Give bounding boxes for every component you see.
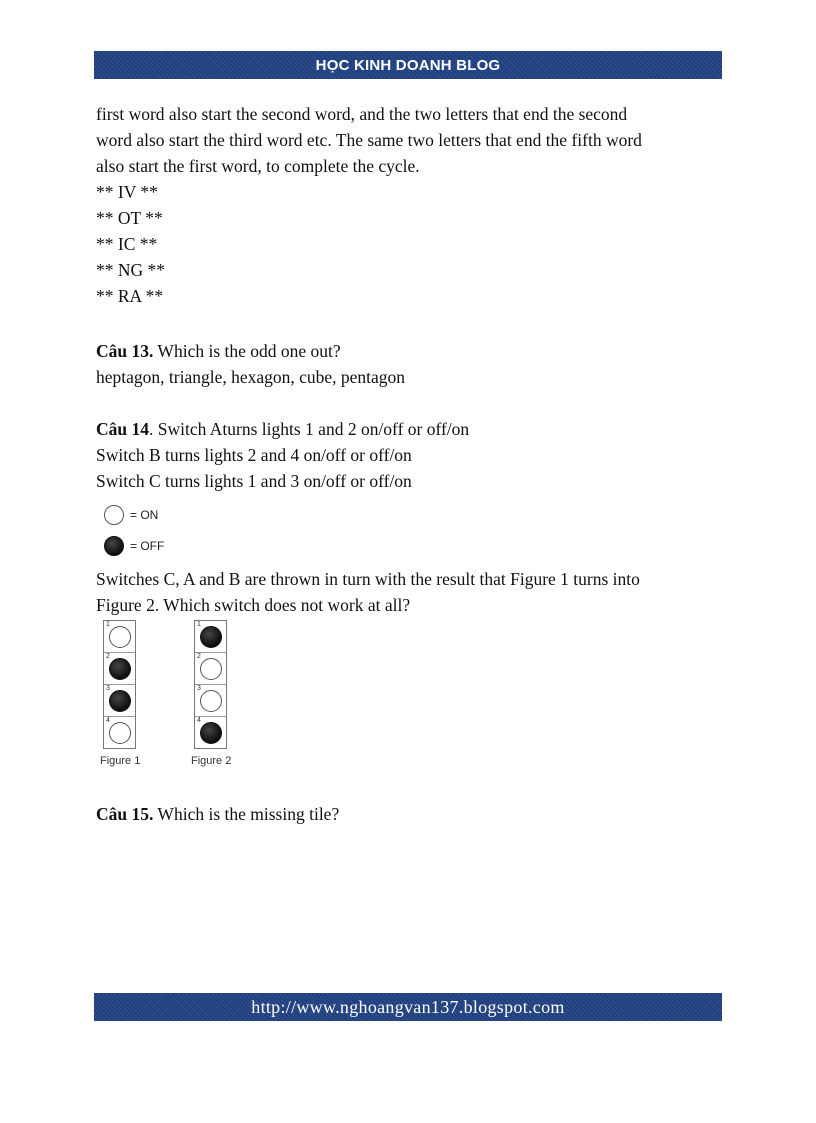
- figure-1: [100, 620, 141, 767]
- q14-label: Câu 14: [96, 419, 149, 439]
- intro-line-3: also start the first word, to complete the cycle.: [96, 156, 420, 176]
- light-panel: [103, 620, 136, 749]
- legend-off-label: = OFF: [130, 539, 165, 553]
- footer-url: http://www.nghoangvan137.blogspot.com: [251, 996, 565, 1017]
- light-panel: [194, 620, 227, 749]
- light-number: 2: [106, 653, 110, 660]
- clue-ot: ** OT **: [96, 208, 163, 228]
- q13-options: heptagon, triangle, hexagon, cube, pentagon: [96, 367, 406, 387]
- q14-line-4: Switches C, A and B are thrown in turn with the result that Figure 1 turns into: [96, 569, 640, 589]
- clue-ng: ** NG **: [96, 260, 166, 280]
- light-circle-icon: [109, 658, 131, 680]
- legend-off: [104, 536, 164, 556]
- q15-label: Câu 15.: [96, 804, 154, 824]
- q14-text: . Switch Aturns lights 1 and 2 on/off or off/on: [149, 419, 470, 439]
- light-cell: [195, 716, 226, 748]
- footer-banner: [94, 993, 722, 1021]
- figure-2: [191, 620, 232, 767]
- legend-on: [104, 505, 158, 525]
- light-circle-icon: [200, 690, 222, 712]
- clue-ra: ** RA **: [96, 286, 164, 306]
- light-number: 2: [197, 653, 201, 660]
- light-off-icon: [104, 536, 124, 556]
- q14-line-1: [96, 416, 469, 442]
- q13-label: Câu 13.: [96, 341, 154, 361]
- q13-question: [96, 338, 341, 364]
- light-number: 3: [197, 685, 201, 692]
- light-number: 1: [197, 621, 201, 628]
- q14-line-3: Switch C turns lights 1 and 3 on/off or off/on: [96, 471, 412, 491]
- light-circle-icon: [109, 626, 131, 648]
- figure-2-label: Figure 2: [191, 755, 232, 767]
- light-number: 3: [106, 685, 110, 692]
- light-circle-icon: [109, 722, 131, 744]
- intro-line-2: word also start the third word etc. The same two letters that end the fifth word: [96, 130, 642, 150]
- header-banner: [94, 51, 722, 79]
- intro-line-1: first word also start the second word, and the two letters that end the second: [96, 104, 628, 124]
- clue-ic: ** IC **: [96, 234, 158, 254]
- light-circle-icon: [200, 626, 222, 648]
- light-on-icon: [104, 505, 124, 525]
- light-cell: [195, 621, 226, 652]
- light-cell: [104, 716, 135, 748]
- light-cell: [104, 684, 135, 716]
- light-cell: [104, 652, 135, 684]
- light-circle-icon: [109, 690, 131, 712]
- clue-iv: ** IV **: [96, 182, 158, 202]
- light-cell: [195, 684, 226, 716]
- figure-1-label: Figure 1: [100, 755, 141, 767]
- light-circle-icon: [200, 658, 222, 680]
- light-cell: [104, 621, 135, 652]
- q15-text: Which is the missing tile?: [153, 804, 340, 824]
- q14-line-2: Switch B turns lights 2 and 4 on/off or off/on: [96, 445, 412, 465]
- q13-text: Which is the odd one out?: [153, 341, 341, 361]
- light-circle-icon: [200, 722, 222, 744]
- legend-on-label: = ON: [130, 508, 159, 522]
- light-cell: [195, 652, 226, 684]
- light-number: 1: [106, 621, 110, 628]
- q15-question: [96, 801, 339, 827]
- blog-title: HỌC KINH DOANH BLOG: [315, 56, 501, 74]
- light-number: 4: [197, 717, 201, 724]
- light-number: 4: [106, 717, 110, 724]
- q14-line-5: Figure 2. Which switch does not work at all?: [96, 595, 411, 615]
